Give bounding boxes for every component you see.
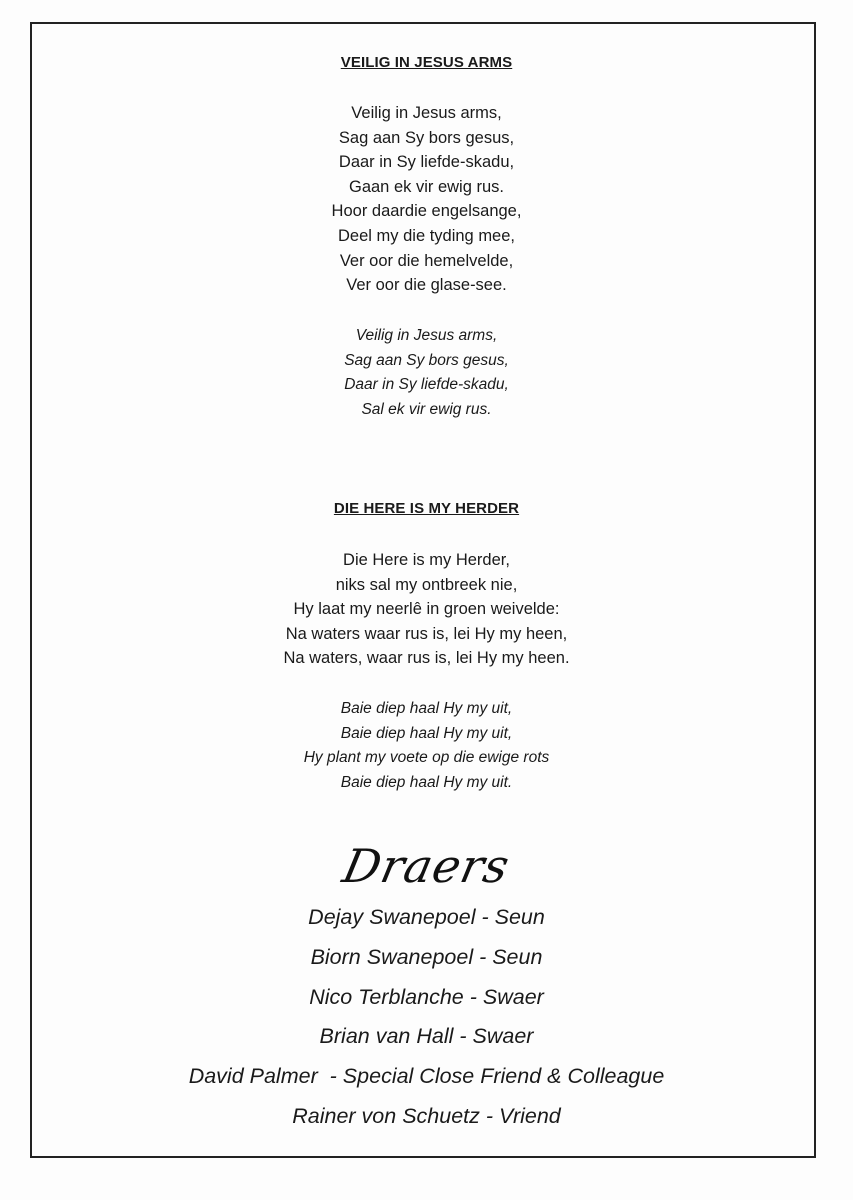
lyric-line: Sal ek vir ewig rus.: [361, 400, 492, 418]
lyric-line: Baie diep haal Hy my uit.: [340, 773, 513, 791]
lyric-line: Deel my die tyding mee,: [338, 226, 515, 245]
song-veilig-verse: [0, 101, 853, 298]
draers-heading: Draers: [338, 839, 515, 893]
lyric-line: Die Here is my Herder,: [343, 551, 510, 569]
song-veilig-chorus: [0, 324, 853, 422]
lyric-line: Gaan ek vir ewig rus.: [349, 177, 504, 196]
song-title-herder: DIE HERE IS MY HERDER: [333, 500, 520, 517]
bearer-name: Brian van Hall - Swaer: [319, 1024, 534, 1049]
lyric-line: Daar in Sy liefde-skadu,: [338, 153, 515, 172]
bearer-name: Dejay Swanepoel - Seun: [308, 905, 545, 929]
song-title-veilig: VEILIG IN JESUS ARMS: [340, 54, 513, 71]
lyric-line: Veilig in Jesus arms,: [355, 327, 498, 344]
lyric-line: Na waters, waar rus is, lei Hy my heen.: [283, 649, 570, 668]
lyric-line: Daar in Sy liefde-skadu,: [344, 376, 509, 394]
lyric-line: Ver oor die glase-see.: [346, 276, 507, 295]
song-herder-verse: [0, 548, 853, 671]
bearer-name: David Palmer - Special Close Friend & Colleague: [188, 1064, 665, 1089]
lyric-line: Baie diep haal Hy my uit,: [340, 724, 513, 742]
lyric-line: Ver oor die hemelvelde,: [339, 251, 514, 270]
bearer-name: Biorn Swanepoel - Seun: [310, 944, 543, 969]
lyric-line: Hy plant my voete op die ewige rots: [303, 749, 550, 767]
bearers-list: [0, 898, 853, 1137]
lyric-line: Sag aan Sy bors gesus,: [338, 128, 515, 147]
song-herder-chorus: [0, 697, 853, 795]
lyric-line: niks sal my ontbreek nie,: [335, 575, 518, 594]
lyric-line: Na waters waar rus is, lei Hy my heen,: [285, 624, 568, 643]
lyric-line: Hy laat my neerlê in groen weivelde:: [293, 600, 560, 619]
lyric-line: Baie diep haal Hy my uit,: [340, 700, 513, 717]
lyric-line: Hoor daardie engelsange,: [331, 202, 522, 221]
bearer-name: Rainer von Schuetz - Vriend: [292, 1103, 561, 1128]
lyric-line: Veilig in Jesus arms,: [351, 104, 502, 122]
bearer-name: Nico Terblanche - Swaer: [309, 984, 544, 1009]
lyric-line: Sag aan Sy bors gesus,: [344, 351, 509, 369]
